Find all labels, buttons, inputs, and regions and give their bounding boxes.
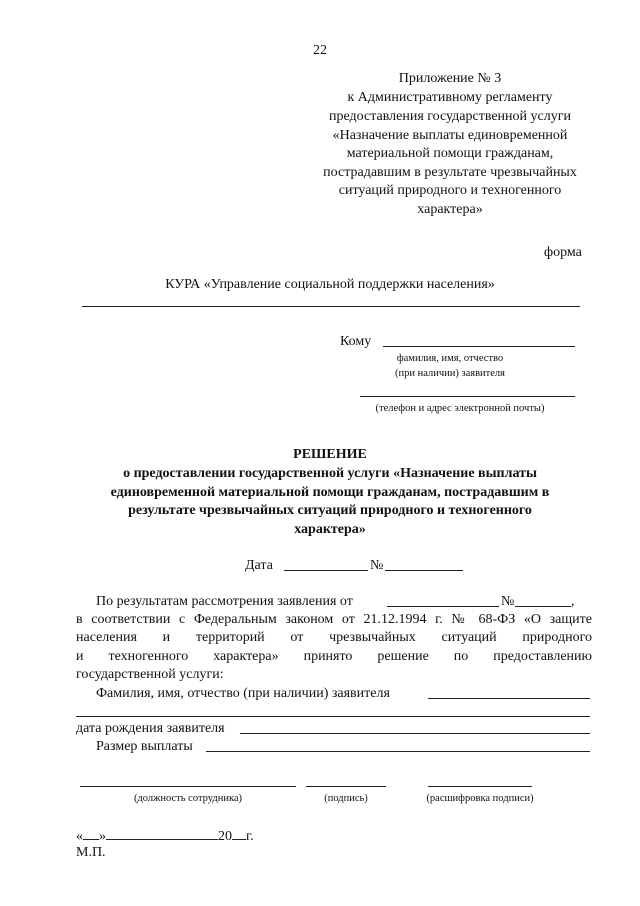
year-field[interactable] xyxy=(232,826,246,840)
decision-subtitle: единовременной материальной помощи гражданам, пострадавшим в xyxy=(110,485,550,500)
decision-subtitle: о предоставлении государственной услуги «Назначение выплаты xyxy=(123,466,537,481)
appendix-line: характера» xyxy=(417,202,483,217)
appendix-line: «Назначение выплаты единовременной xyxy=(332,128,568,143)
recipient-contact-field[interactable] xyxy=(360,396,575,397)
appendix-line: ситуаций природного и техногенного xyxy=(338,183,562,198)
number-field[interactable] xyxy=(385,570,463,571)
appendix-line: к Административному регламенту xyxy=(347,90,553,105)
date-open-quote: « xyxy=(76,829,83,844)
date-label: Дата xyxy=(245,558,273,573)
year-prefix: 20 xyxy=(218,829,232,844)
body-text: населения и территорий от чрезвычайных ситуаций природного xyxy=(76,630,592,645)
applicant-fio-field[interactable] xyxy=(428,698,590,699)
year-suffix: г. xyxy=(246,829,254,844)
footer-date xyxy=(76,826,254,845)
decoding-caption: (расшифровка подписи) xyxy=(426,793,534,804)
position-caption: (должность сотрудника) xyxy=(133,793,243,804)
month-field[interactable] xyxy=(106,826,218,840)
organization-name: КУРА «Управление социальной поддержки населения» xyxy=(165,277,495,292)
recipient-contact-caption: (телефон и адрес электронной почты) xyxy=(375,403,545,414)
decoding-signature-line[interactable] xyxy=(428,786,532,787)
appendix-line: материальной помощи гражданам, xyxy=(346,146,554,161)
decision-subtitle: характера» xyxy=(294,522,366,537)
date-field[interactable] xyxy=(284,570,368,571)
body-text: и техногенного характера» принято решение по предоставлению xyxy=(76,649,592,664)
application-number-field[interactable] xyxy=(515,606,571,607)
payment-amount-field[interactable] xyxy=(206,751,590,752)
recipient-name-field[interactable] xyxy=(383,346,575,347)
appendix-line: пострадавшим в результате чрезвычайных xyxy=(323,165,577,180)
application-number-label: № xyxy=(501,594,515,609)
signature-line[interactable] xyxy=(306,786,386,787)
date-close-quote: » xyxy=(99,829,106,844)
day-field[interactable] xyxy=(83,826,99,840)
body-text: По результатам рассмотрения заявления от xyxy=(96,594,353,609)
organization-underline xyxy=(82,306,580,307)
body-comma: , xyxy=(571,594,575,609)
payment-amount-label: Размер выплаты xyxy=(96,739,193,754)
applicant-fio-field-continued[interactable] xyxy=(76,716,590,717)
form-label: форма xyxy=(544,245,582,260)
position-signature-line[interactable] xyxy=(80,786,296,787)
body-text: государственной услуги: xyxy=(76,667,224,682)
recipient-to-label: Кому xyxy=(340,334,372,349)
recipient-fio-caption: (при наличии) заявителя xyxy=(394,368,505,379)
birth-date-field[interactable] xyxy=(240,733,590,734)
body-text: в соответствии с Федеральным законом от 21.12.1994 г. № 68-ФЗ «О защите xyxy=(76,612,592,627)
appendix-line: предоставления государственной услуги xyxy=(329,109,571,124)
application-date-field[interactable] xyxy=(387,606,499,607)
appendix-line: Приложение № 3 xyxy=(398,71,502,86)
decision-heading: РЕШЕНИЕ xyxy=(293,447,367,462)
applicant-fio-label: Фамилия, имя, отчество (при наличии) заявителя xyxy=(96,686,390,701)
signature-caption: (подпись) xyxy=(324,793,368,804)
page-number: 22 xyxy=(313,43,327,58)
number-label: № xyxy=(370,558,384,573)
stamp-label: М.П. xyxy=(76,845,106,860)
birth-date-label: дата рождения заявителя xyxy=(76,721,225,736)
recipient-fio-caption: фамилия, имя, отчество xyxy=(396,353,504,364)
decision-subtitle: результате чрезвычайных ситуаций природного и техногенного xyxy=(128,503,532,518)
